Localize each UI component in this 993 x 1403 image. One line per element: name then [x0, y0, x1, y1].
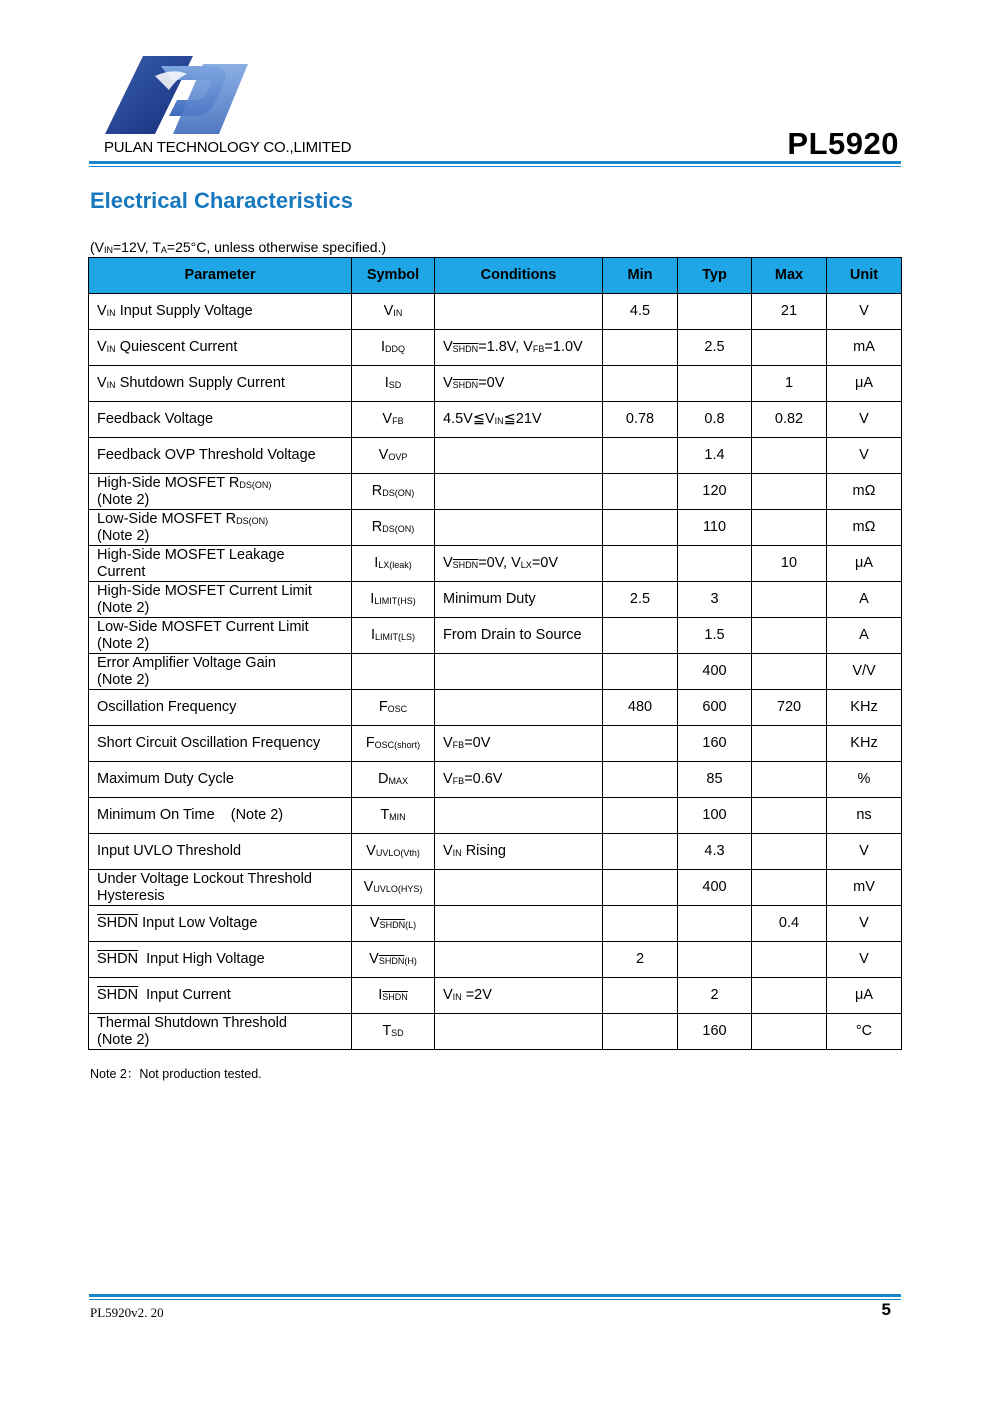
max-cell: [752, 330, 827, 366]
table-row: [89, 510, 902, 546]
typ-cell: 160: [678, 726, 752, 762]
param-cell: Maximum Duty Cycle: [89, 762, 352, 798]
typ-cell: 4.3: [678, 834, 752, 870]
unit-cell: V: [827, 834, 902, 870]
unit-cell: %: [827, 762, 902, 798]
header-unit: Unit: [827, 258, 902, 294]
table-row: [89, 942, 902, 978]
table-row: [89, 330, 902, 366]
symbol-cell: $V_{SHDN(H)}$: [352, 942, 435, 978]
min-cell: [603, 870, 678, 906]
symbol-cell: $V_{IN}$: [352, 294, 435, 330]
param-cell: SHDN Input Current: [89, 978, 352, 1014]
document-version: PL5920v2. 20: [90, 1305, 164, 1320]
conditions-cell: [435, 294, 603, 330]
typ-cell: 600: [678, 690, 752, 726]
typ-cell: 400: [678, 870, 752, 906]
min-cell: 480: [603, 690, 678, 726]
min-cell: [603, 1014, 678, 1050]
min-cell: 0.78: [603, 402, 678, 438]
unit-cell: mΩ: [827, 510, 902, 546]
header-symbol: Symbol: [352, 258, 435, 294]
header-conditions: Conditions: [435, 258, 603, 294]
conditions-cell: [435, 798, 603, 834]
symbol-cell: $I_{DDQ}$: [352, 330, 435, 366]
footer-rule: [89, 1294, 901, 1297]
table-row: [89, 834, 902, 870]
conditions-cell: $V_{IN} =2V$: [435, 978, 603, 1014]
conditions-cell: $V_{FB}=0V$: [435, 726, 603, 762]
typ-cell: 160: [678, 1014, 752, 1050]
table-row: [89, 798, 902, 834]
min-cell: [603, 906, 678, 942]
symbol-cell: $F_{OSC}$: [352, 690, 435, 726]
typ-cell: 0.8: [678, 402, 752, 438]
table-row: [89, 978, 902, 1014]
param-cell: High-Side MOSFET Leakage Current: [89, 546, 352, 582]
typ-cell: 400: [678, 654, 752, 690]
typ-cell: 2.5: [678, 330, 752, 366]
table-row: [89, 654, 902, 690]
unit-cell: mA: [827, 330, 902, 366]
table-row: [89, 366, 902, 402]
min-cell: [603, 798, 678, 834]
param-cell: SHDN Input High Voltage: [89, 942, 352, 978]
min-cell: [603, 762, 678, 798]
typ-cell: 1.4: [678, 438, 752, 474]
param-cell: $V_{IN}$ Input Supply Voltage: [89, 294, 352, 330]
conditions-cell: From Drain to Source: [435, 618, 603, 654]
footer-rule-thin: [89, 1299, 901, 1300]
unit-cell: ns: [827, 798, 902, 834]
typ-cell: 120: [678, 474, 752, 510]
conditions-cell: $V_{SHDN}=0V$, $V_{LX}=0V$: [435, 546, 603, 582]
table-row: [89, 294, 902, 330]
max-cell: [752, 726, 827, 762]
typ-cell: 3: [678, 582, 752, 618]
conditions-cell: [435, 474, 603, 510]
header-typ: Typ: [678, 258, 752, 294]
conditions-cell: $V_{SHDN}=0V$: [435, 366, 603, 402]
min-cell: [603, 474, 678, 510]
header-min: Min: [603, 258, 678, 294]
param-cell: SHDN Input Low Voltage: [89, 906, 352, 942]
max-cell: [752, 654, 827, 690]
unit-cell: KHz: [827, 726, 902, 762]
table-row: [89, 1014, 902, 1050]
table-header-row: [89, 258, 902, 294]
unit-cell: V: [827, 942, 902, 978]
model-number: PL5920: [787, 126, 899, 161]
param-cell: Feedback Voltage: [89, 402, 352, 438]
max-cell: [752, 834, 827, 870]
unit-cell: °C: [827, 1014, 902, 1050]
typ-cell: 100: [678, 798, 752, 834]
param-cell: Under Voltage Lockout Threshold Hysteresis: [89, 870, 352, 906]
conditions-cell: [435, 1014, 603, 1050]
typ-cell: 85: [678, 762, 752, 798]
header-rule: [89, 161, 901, 164]
table-row: [89, 726, 902, 762]
table-row: [89, 870, 902, 906]
symbol-cell: $I_{SD}$: [352, 366, 435, 402]
param-cell: High-Side MOSFET Current Limit (Note 2): [89, 582, 352, 618]
max-cell: [752, 510, 827, 546]
conditions-cell: [435, 690, 603, 726]
typ-cell: [678, 546, 752, 582]
unit-cell: mV: [827, 870, 902, 906]
typ-cell: [678, 294, 752, 330]
symbol-cell: $I_{LIMIT(LS)}$: [352, 618, 435, 654]
typ-cell: 110: [678, 510, 752, 546]
conditions-cell: $4.5V≦V_{IN}≦21V$: [435, 402, 603, 438]
param-cell: $V_{IN}$ Quiescent Current: [89, 330, 352, 366]
symbol-cell: [352, 654, 435, 690]
test-conditions: ($V_{IN}=12V$, $T_A=25^\circ C$, unless otherwise specified.): [90, 239, 387, 255]
symbol-cell: $V_{UVLO(HYS)}$: [352, 870, 435, 906]
unit-cell: μA: [827, 366, 902, 402]
table-row: [89, 762, 902, 798]
param-cell: Oscillation Frequency: [89, 690, 352, 726]
min-cell: [603, 618, 678, 654]
unit-cell: μA: [827, 978, 902, 1014]
min-cell: [603, 834, 678, 870]
table-row: [89, 474, 902, 510]
param-cell: Short Circuit Oscillation Frequency: [89, 726, 352, 762]
section-title: Electrical Characteristics: [90, 188, 353, 213]
conditions-cell: [435, 870, 603, 906]
max-cell: [752, 798, 827, 834]
max-cell: 0.82: [752, 402, 827, 438]
param-cell: Low-Side MOSFET Current Limit (Note 2): [89, 618, 352, 654]
symbol-cell: $V_{FB}$: [352, 402, 435, 438]
param-cell: High-Side MOSFET $R_{DS(ON)}$ (Note 2): [89, 474, 352, 510]
page-number: 5: [881, 1300, 891, 1319]
min-cell: [603, 726, 678, 762]
max-cell: [752, 870, 827, 906]
company-name: PULAN TECHNOLOGY CO.,LIMITED: [104, 139, 352, 156]
min-cell: [603, 510, 678, 546]
max-cell: 1: [752, 366, 827, 402]
header-max: Max: [752, 258, 827, 294]
typ-cell: 1.5: [678, 618, 752, 654]
param-cell: Input UVLO Threshold: [89, 834, 352, 870]
param-cell: Feedback OVP Threshold Voltage: [89, 438, 352, 474]
param-cell: Low-Side MOSFET $R_{DS(ON)}$ (Note 2): [89, 510, 352, 546]
symbol-cell: $R_{DS(ON)}$: [352, 474, 435, 510]
symbol-cell: $I_{LIMIT(HS)}$: [352, 582, 435, 618]
min-cell: [603, 366, 678, 402]
symbol-cell: $V_{UVLO(Vth)}$: [352, 834, 435, 870]
max-cell: [752, 978, 827, 1014]
min-cell: 2: [603, 942, 678, 978]
table-row: [89, 582, 902, 618]
max-cell: 0.4: [752, 906, 827, 942]
unit-cell: mΩ: [827, 474, 902, 510]
min-cell: 2.5: [603, 582, 678, 618]
table-row: [89, 618, 902, 654]
param-cell: $V_{IN}$ Shutdown Supply Current: [89, 366, 352, 402]
typ-cell: 2: [678, 978, 752, 1014]
param-cell: Thermal Shutdown Threshold (Note 2): [89, 1014, 352, 1050]
unit-cell: V: [827, 438, 902, 474]
symbol-cell: $V_{SHDN(L)}$: [352, 906, 435, 942]
max-cell: 10: [752, 546, 827, 582]
max-cell: [752, 618, 827, 654]
min-cell: [603, 546, 678, 582]
max-cell: [752, 438, 827, 474]
unit-cell: KHz: [827, 690, 902, 726]
header-rule-thin: [89, 166, 901, 167]
unit-cell: V/V: [827, 654, 902, 690]
unit-cell: V: [827, 402, 902, 438]
typ-cell: [678, 906, 752, 942]
conditions-cell: [435, 654, 603, 690]
conditions-cell: Minimum Duty: [435, 582, 603, 618]
table-row: [89, 906, 902, 942]
symbol-cell: $T_{SD}$: [352, 1014, 435, 1050]
table-row: [89, 402, 902, 438]
max-cell: 720: [752, 690, 827, 726]
symbol-cell: $I_{LX(leak)}$: [352, 546, 435, 582]
conditions-cell: $V_{SHDN}=1.8V$, $V_{FB}=1.0V$: [435, 330, 603, 366]
symbol-cell: $F_{OSC(short)}$: [352, 726, 435, 762]
max-cell: 21: [752, 294, 827, 330]
min-cell: [603, 438, 678, 474]
header-parameter: Parameter: [89, 258, 352, 294]
conditions-cell: [435, 942, 603, 978]
symbol-cell: $V_{OVP}$: [352, 438, 435, 474]
min-cell: [603, 654, 678, 690]
table-row: [89, 438, 902, 474]
param-cell: Error Amplifier Voltage Gain (Note 2): [89, 654, 352, 690]
conditions-cell: [435, 438, 603, 474]
unit-cell: V: [827, 906, 902, 942]
unit-cell: A: [827, 582, 902, 618]
symbol-cell: $I_{SHDN}$: [352, 978, 435, 1014]
typ-cell: [678, 942, 752, 978]
unit-cell: μA: [827, 546, 902, 582]
table-row: [89, 690, 902, 726]
symbol-cell: $R_{DS(ON)}$: [352, 510, 435, 546]
symbol-cell: $T_{MIN}$: [352, 798, 435, 834]
min-cell: [603, 978, 678, 1014]
conditions-cell: $V_{FB}=0.6V$: [435, 762, 603, 798]
max-cell: [752, 762, 827, 798]
min-cell: [603, 330, 678, 366]
typ-cell: [678, 366, 752, 402]
conditions-cell: [435, 906, 603, 942]
max-cell: [752, 942, 827, 978]
company-logo: [103, 56, 248, 138]
unit-cell: A: [827, 618, 902, 654]
footnote: Note 2：Not production tested.: [90, 1067, 262, 1081]
max-cell: [752, 1014, 827, 1050]
max-cell: [752, 582, 827, 618]
unit-cell: V: [827, 294, 902, 330]
symbol-cell: $D_{MAX}$: [352, 762, 435, 798]
conditions-cell: [435, 510, 603, 546]
min-cell: 4.5: [603, 294, 678, 330]
param-cell: Minimum On Time (Note 2): [89, 798, 352, 834]
max-cell: [752, 474, 827, 510]
electrical-characteristics-table: [88, 257, 902, 1050]
table-row: [89, 546, 902, 582]
conditions-cell: $V_{IN}$ Rising: [435, 834, 603, 870]
